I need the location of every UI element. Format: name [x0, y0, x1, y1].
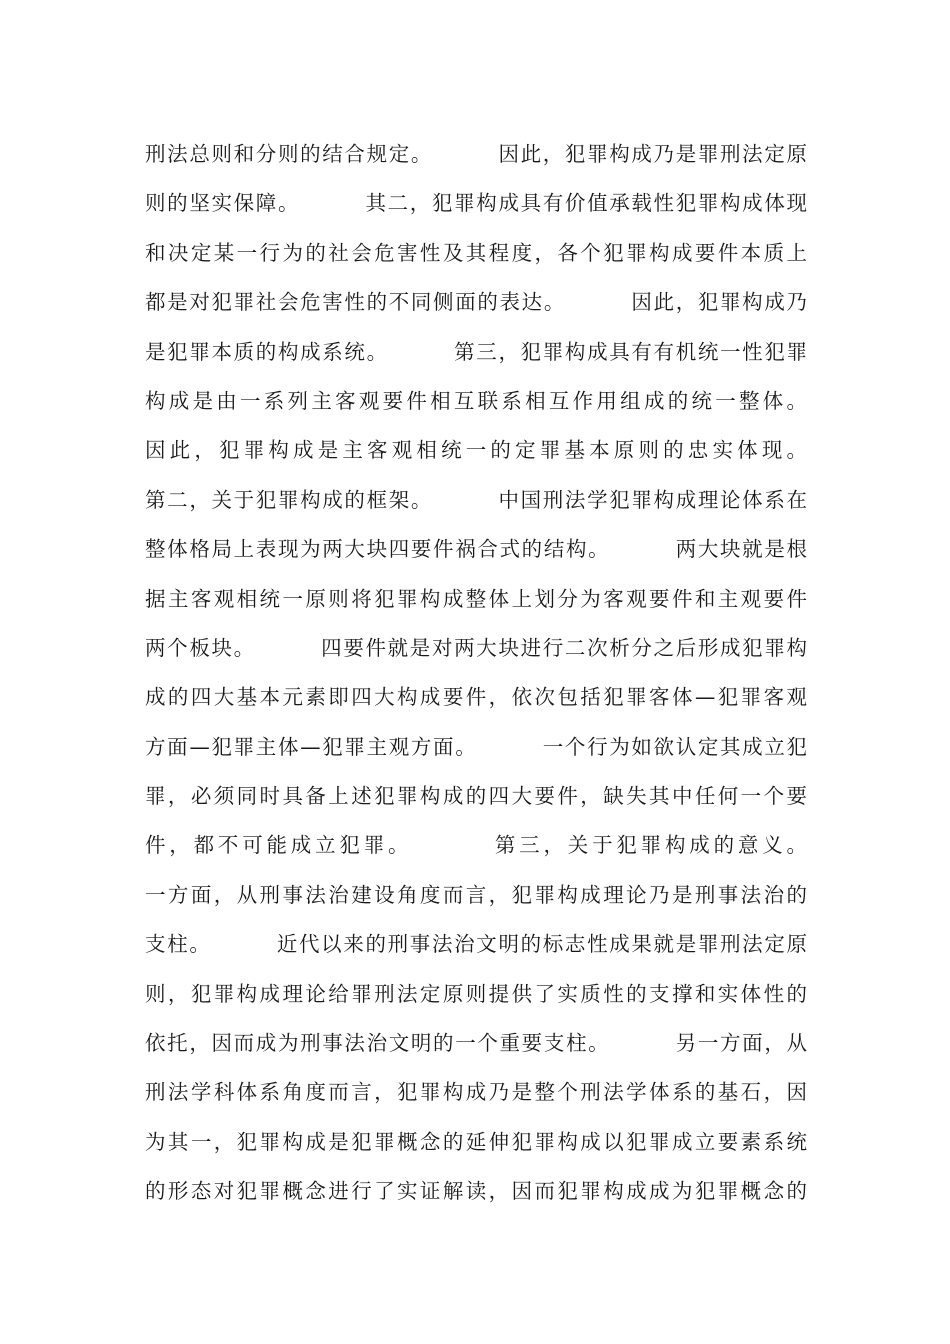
text-line: 刑法学科体系角度而言，犯罪构成乃是整个刑法学体系的基石，因 [145, 1080, 807, 1105]
text-line: 罪，必须同时具备上述犯罪构成的四大要件，缺失其中任何一个要 [145, 784, 807, 809]
text-line: 第二，关于犯罪构成的框架。 中国刑法学犯罪构成理论体系在 [145, 487, 807, 512]
text-line: 刑法总则和分则的结合规定。 因此，犯罪构成乃是罪刑法定原 [145, 142, 807, 166]
body-text [145, 130, 807, 1217]
text-line: 件，都不可能成立犯罪。 第三，关于犯罪构成的意义。 [145, 833, 807, 858]
text-line: 是犯罪本质的构成系统。 第三，犯罪构成具有有机统一性犯罪 [145, 339, 807, 364]
text-line: 支柱。 近代以来的刑事法治文明的标志性成果就是罪刑法定原 [145, 932, 807, 957]
text-line: 则的坚实保障。 其二，犯罪构成具有价值承载性犯罪构成体现 [145, 191, 807, 216]
text-line: 整体格局上表现为两大块四要件祸合式的结构。 两大块就是根 [145, 537, 807, 562]
text-line: 一方面，从刑事法治建设角度而言，犯罪构成理论乃是刑事法治的 [145, 882, 807, 907]
text-line: 依托，因而成为刑事法治文明的一个重要支柱。 另一方面，从 [145, 1031, 807, 1056]
text-line: 和决定某一行为的社会危害性及其程度，各个犯罪构成要件本质上 [145, 240, 807, 265]
text-line: 都是对犯罪社会危害性的不同侧面的表达。 因此，犯罪构成乃 [145, 290, 807, 315]
text-line: 成的四大基本元素即四大构成要件，依次包括犯罪客体—犯罪客观 [145, 685, 807, 710]
text-line: 则，犯罪构成理论给罪刑法定原则提供了实质性的支撑和实体性的 [145, 981, 807, 1006]
text-line: 因此，犯罪构成是主客观相统一的定罪基本原则的忠实体现。 [145, 438, 807, 463]
text-line: 两个板块。 四要件就是对两大块进行二次析分之后形成犯罪构 [145, 635, 807, 660]
text-line: 为其一，犯罪构成是犯罪概念的延伸犯罪构成以犯罪成立要素系统 [145, 1129, 807, 1154]
text-line: 构成是由一系列主客观要件相互联系相互作用组成的统一整体。 [145, 388, 807, 413]
text-line: 据主客观相统一原则将犯罪构成整体上划分为客观要件和主观要件 [145, 586, 807, 611]
text-line: 方面—犯罪主体—犯罪主观方面。 一个行为如欲认定其成立犯 [145, 734, 807, 759]
text-line: 的形态对犯罪概念进行了实证解读，因而犯罪构成成为犯罪概念的 [145, 1179, 807, 1204]
